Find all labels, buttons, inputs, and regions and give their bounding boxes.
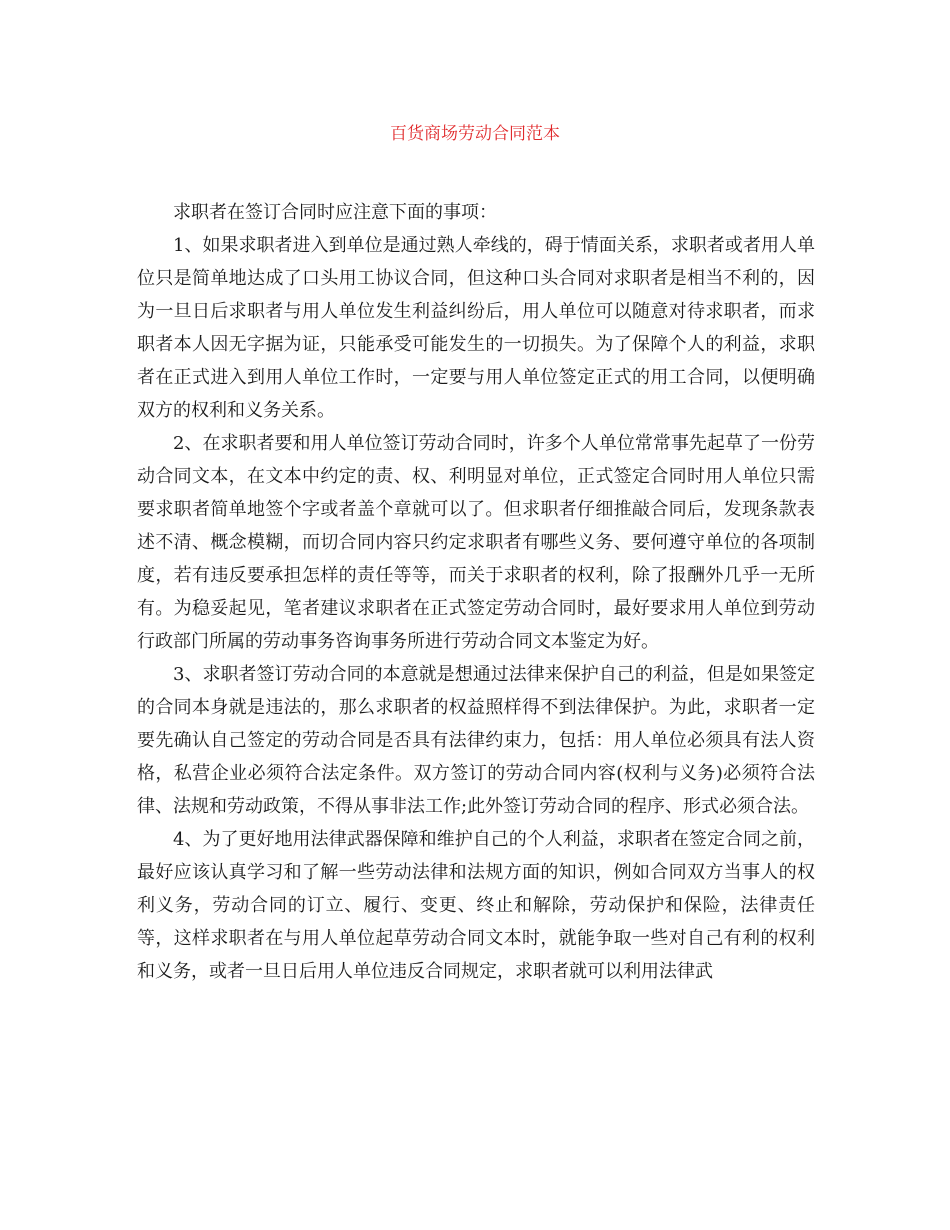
document-body [137,196,815,988]
paragraph-intro: 求职者在签订合同时应注意下面的事项： [173,202,497,223]
document-title: 百货商场劳动合同范本 [390,124,560,144]
paragraph-item-3: 3、求职者签订劳动合同的本意就是想通过法律来保护自己的利益，但是如果签定的合同本身就是违法的，那么求职者的权益照样得不到法律保护。为此，求职者一定要先确认自己签定的劳动合同是否具有法律约束力，包括：用人单位必须具有法人资格，私营企业必须符合法定条件。双方签订的劳动合同内容(权利与义务)必须符合法律、法规和劳动政策，不得从事非法工作;此外签订劳动合同的程序、形式必须合法。 [137,664,815,817]
paragraph-item-1: 1、如果求职者进入到单位是通过熟人牵线的，碍于情面关系，求职者或者用人单位只是简单地达成了口头用工协议合同，但这种口头合同对求职者是相当不利的，因为一旦日后求职者与用人单位发生利益纠纷后，用人单位可以随意对待求职者，而求职者本人因无字据为证，只能承受可能发生的一切损失。为了保障个人的利益，求职者在正式进入到用人单位工作时，一定要与用人单位签定正式的用工合同，以便明确双方的权利和义务关系。 [137,235,815,421]
paragraph-item-2: 2、在求职者要和用人单位签订劳动合同时，许多个人单位常常事先起草了一份劳动合同文本，在文本中约定的责、权、利明显对单位，正式签定合同时用人单位只需要求职者简单地签个字或者盖个章就可以了。但求职者仔细推敲合同后，发现条款表述不清、概念模糊，而切合同内容只约定求职者有哪些义务、要何遵守单位的各项制度，若有违反要承担怎样的责任等等，而关于求职者的权利，除了报酬外几乎一无所有。为稳妥起见，笔者建议求职者在正式签定劳动合同时，最好要求用人单位到劳动行政部门所属的劳动事务咨询事务所进行劳动合同文本鉴定为好。 [137,433,815,652]
paragraph-item-4: 4、为了更好地用法律武器保障和维护自己的个人利益，求职者在签定合同之前，最好应该认真学习和了解一些劳动法律和法规方面的知识，例如合同双方当事人的权利义务，劳动合同的订立、履行、变更、终止和解除，劳动保护和保险，法律责任等，这样求职者在与用人单位起草劳动合同文本时，就能争取一些对自己有利的权利和义务，或者一旦日后用人单位违反合同规定，求职者就可以利用法律武 [137,829,815,982]
